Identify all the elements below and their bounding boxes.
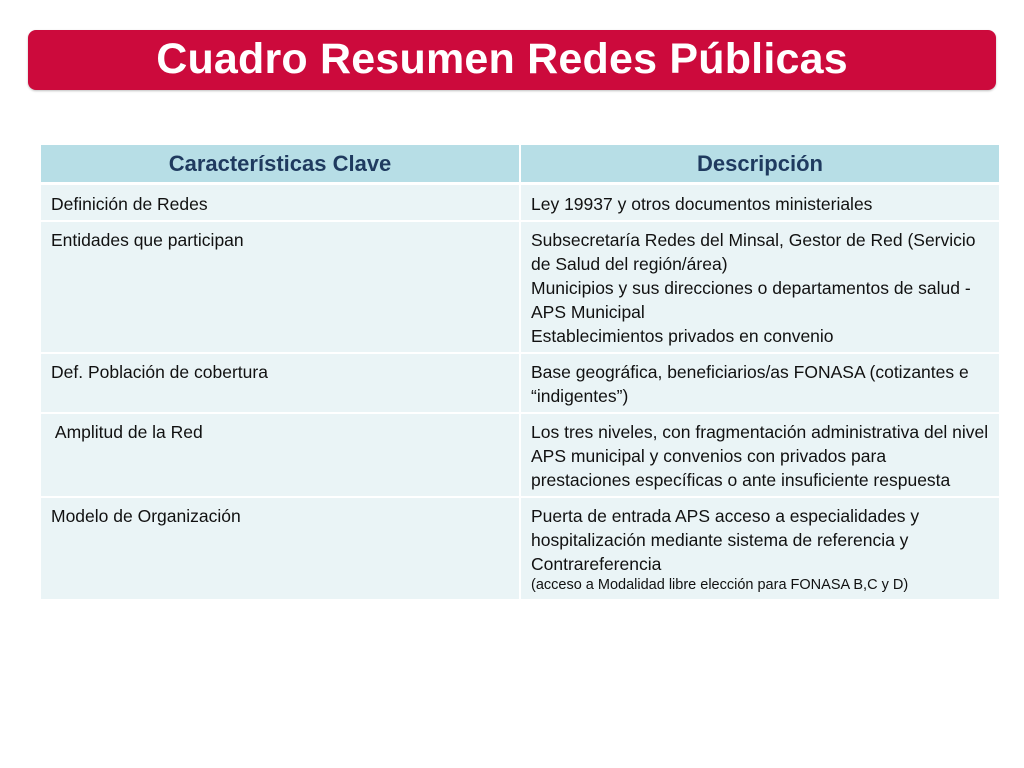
description-line: Los tres niveles, con fragmentación administrativa del nivel APS municipal y convenios con privados para prestaciones específicas o ante insuficiente respuesta (531, 422, 989, 490)
table-row (41, 222, 999, 354)
header-description: Descripción (519, 145, 999, 185)
feature-cell: Definición de Redes (41, 185, 519, 222)
description-note: (acceso a Modalidad libre elección para FONASA B,C y D) (531, 577, 909, 593)
slide-title: Cuadro Resumen Redes Públicas (156, 34, 848, 83)
description-cell (519, 498, 999, 601)
feature-cell: Def. Población de cobertura (41, 354, 519, 414)
title-banner (28, 30, 996, 90)
description-cell (519, 414, 999, 498)
description-cell (519, 185, 999, 222)
feature-cell: Entidades que participan (41, 222, 519, 354)
description-line: Base geográfica, beneficiarios/as FONASA (cotizantes e “indigentes”) (531, 362, 969, 406)
table-row (41, 354, 999, 414)
description-line: Establecimientos privados en convenio (531, 326, 834, 346)
description-line: Subsecretaría Redes del Minsal, Gestor de Red (Servicio de Salud del región/área) (531, 230, 976, 274)
description-cell (519, 354, 999, 414)
table-row (41, 185, 999, 222)
table-row (41, 498, 999, 601)
feature-cell: Modelo de Organización (41, 498, 519, 601)
feature-cell: Amplitud de la Red (41, 414, 519, 498)
table-header-row (41, 145, 999, 185)
summary-table (41, 145, 999, 601)
description-line: Ley 19937 y otros documentos ministeriales (531, 194, 873, 214)
header-features: Características Clave (41, 145, 519, 185)
description-cell (519, 222, 999, 354)
description-line: Puerta de entrada APS acceso a especialidades y hospitalización mediante sistema de referencia y Contrareferencia (531, 506, 920, 574)
table-row (41, 414, 999, 498)
description-line: Municipios y sus direcciones o departamentos de salud - APS Municipal (531, 278, 971, 322)
